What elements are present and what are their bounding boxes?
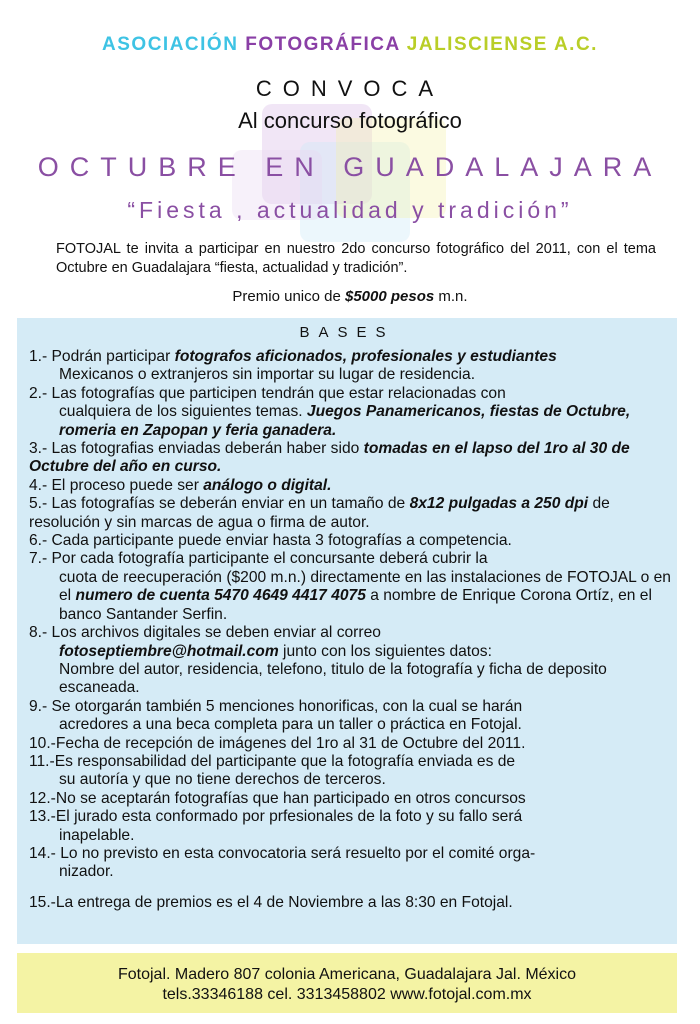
rule-text: inapelable. [59, 826, 135, 844]
rule-text: acredores a una beca completa para un taller o práctica en Fotojal. [59, 716, 522, 734]
rule-text: de resolución y sin marcas de agua o firma de autor. [29, 495, 610, 531]
rule-5 [29, 495, 671, 532]
rule-text: nizador. [59, 863, 114, 881]
rule-text: 7.- Por cada fotografía participante el concursante deberá cubrir la [29, 550, 488, 568]
rule-10: 10.-Fecha de recepción de imágenes del 1ro al 31 de Octubre del 2011. [29, 734, 526, 752]
prize-post: m.n. [434, 288, 468, 305]
convoca-heading: CONVOCA [255, 76, 445, 101]
contest-subheading: Al concurso fotográfico [238, 108, 462, 133]
rule-text: 8.- Los archivos digitales se deben enviar al correo [29, 624, 381, 642]
bases-title: BASES [299, 324, 395, 341]
rule-1 [29, 348, 671, 385]
rule-12: 12.-No se aceptarán fotografías que han participado en otros concursos [29, 789, 526, 807]
footer-address: Fotojal. Madero 807 colonia Americana, Guadalajara Jal. México [117, 966, 577, 983]
rule-text: 2.- Las fotografías que participen tendrán que estar relacionadas con [29, 384, 506, 402]
bases-section [17, 318, 677, 944]
rule-text: 1.- Podrán participar [29, 348, 175, 365]
rule-text: su autoría y que no tiene derechos de terceros. [59, 771, 386, 789]
rule-14 [29, 845, 671, 882]
rule-text: 14.- Lo no previsto en esta convocatoria será resuelto por el comité orga- [29, 844, 536, 862]
rule-text: Mexicanos o extranjeros sin importar su lugar de residencia. [59, 366, 476, 384]
rule-3 [29, 440, 671, 477]
rule-text: Nombre del autor, residencia, telefono, titulo de la fotografía y ficha de deposito escaneada. [59, 660, 607, 697]
rule-2 [29, 385, 671, 440]
org-word-3: JALISCIENSE A.C. [406, 34, 598, 55]
rule-13 [29, 808, 671, 845]
contact-footer [17, 953, 677, 1013]
rule-text: 13.-El jurado esta conformado por prfesionales de la foto y su fallo será [29, 808, 523, 826]
contact-email: fotoseptiembre@hotmail.com [59, 642, 279, 660]
rule-15: 15.-La entrega de premios es el 4 de Noviembre a las 8:30 en Fotojal. [29, 893, 513, 911]
rule-text: 9.- Se otorgarán también 5 menciones honorificas, con la cual se harán [29, 697, 523, 715]
rule-text: 4.- El proceso puede ser [29, 476, 204, 494]
contest-theme: “Fiesta , actualidad y tradición” [127, 197, 573, 223]
rule-7 [29, 550, 671, 624]
rule-text: a nombre de Enrique Corona Ortíz, en el banco Santander Serfin. [59, 587, 652, 623]
rule-text: cuota de reecuperación ($200 m.n.) directamente en las instalaciones de FOTOJAL o en el [59, 568, 671, 605]
rule-8 [29, 624, 671, 698]
prize-amount: $5000 pesos [344, 288, 435, 305]
rule-text: cualquiera de los siguientes temas. [59, 403, 307, 421]
prize-line [0, 288, 700, 305]
prize-pre: Premio unico de [232, 288, 345, 305]
rule-emphasis: Juegos Panamericanos, fiestas de Octubre, romeria en Zapopan y feria ganadera. [59, 403, 631, 439]
org-word-2: FOTOGRÁFICA [245, 34, 400, 55]
rule-text: 11.-Es responsabilidad del participante que la fotografía enviada es de [29, 752, 516, 770]
contest-title: OCTUBRE EN GUADALAJARA [37, 152, 663, 182]
rule-11 [29, 753, 671, 790]
bases-list [29, 348, 671, 912]
rule-6: 6.- Cada participante puede enviar hasta 3 fotografías a competencia. [29, 532, 512, 550]
rule-emphasis: fotografos aficionados, profesionales y estudiantes [174, 348, 557, 365]
rule-text: 5.- Las fotografías se deberán enviar en un tamaño de [29, 495, 410, 513]
rule-emphasis: análogo o digital. [203, 476, 332, 494]
intro-paragraph: FOTOJAL te invita a participar en nuestro 2do concurso fotográfico del 2011, con el tema Octubre en Guadalajara “fiesta, actualidad y tradición”. [56, 241, 656, 276]
org-word-1: ASOCIACIÓN [102, 34, 239, 55]
rule-emphasis: 8x12 pulgadas a 250 dpi [409, 495, 589, 513]
rule-emphasis: tomadas en el lapso del 1ro al 30 de Octubre del año en curso. [29, 440, 630, 476]
rule-4 [29, 477, 671, 495]
footer-phones-web: tels.33346188 cel. 3313458802 www.fotojal.com.mx [162, 986, 532, 1003]
account-number: numero de cuenta 5470 4649 4417 4075 [75, 587, 366, 605]
rule-text: junto con los siguientes datos: [278, 642, 492, 660]
rule-9 [29, 698, 671, 735]
rule-text: 3.- Las fotografias enviadas deberán haber sido [29, 440, 364, 458]
organization-name [0, 34, 700, 56]
